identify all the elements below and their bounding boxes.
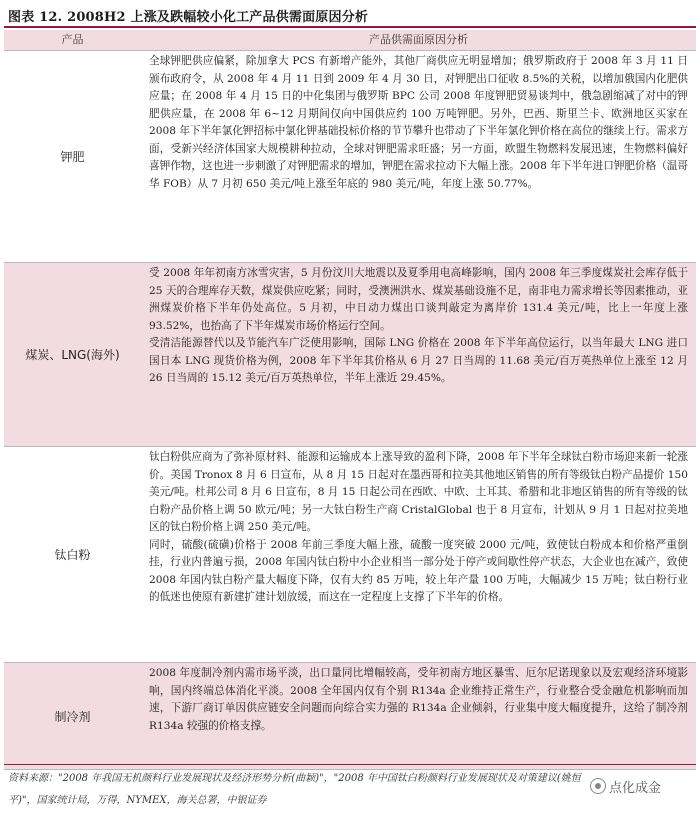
analysis-cell: [141, 51, 696, 262]
product-cell: 煤炭、LNG(海外): [25, 348, 120, 362]
analysis-paragraph: 全球钾肥供应偏紧，除加拿大 PCS 有新增产能外，其他厂商供应无明显增加；俄罗斯政府于 2008 年 3 月 11 日颁布政府令，从 2008 年 4 月 11 日到 2009 年 4 月 30 日，对钾肥出口征收 8.5%的关税，以增加俄国内化肥供应量；在 2008 年 4 月 15 日的中化集团与俄罗斯 BPC 公司 2008 年度钾肥贸易谈判中，俄急剧缩减了对中的钾肥供应量，在 2008 年 6~12 月期间仅向中国供应约 100 万吨钾肥。另外，巴西、斯里兰卡、欧洲地区买家在 2008 年下半年氯化钾招标中氯化钾基础投标价格的节节攀升也带动了下半年氯化钾价格在高位的继续上行。需求方面，受新兴经济体国家大规模耕种拉动，全球对钾肥需求旺盛；另一方面，欧盟生物燃料发展迅速，生物燃料偏好喜钾作物，这也进一步刺激了对钾肥需求的增加，钾肥在需求拉动下大幅上涨。2008 年下半年进口钾肥价格（温哥华 FOB）从 7 月初 650 美元/吨上涨至年底的 980 美元/吨，年度上涨 50.77%。: [149, 55, 688, 190]
table-row: [4, 263, 696, 447]
header-analysis: 产品供需面原因分析: [369, 33, 468, 46]
analysis-paragraph: 受清洁能源替代以及节能汽车广泛使用影响，国际 LNG 价格在 2008 年下半年高位运行，以当年最大 LNG 进口国日本 LNG 现货价格为例，2008 年下半年其价格从 6 月 27 日当周的 11.68 美元/百万英热单位上涨至 12 月 26 日当周的 15.12 美元/百万英热单位，半年上涨近 29.45%。: [149, 337, 688, 385]
analysis-table: [4, 30, 696, 770]
analysis-cell: [141, 447, 696, 662]
product-cell: 钾肥: [60, 150, 85, 164]
source-note: 资料来源："2008 年我国无机颜料行业发展现状及经济形势分析(曲颖)"，"2008 年中国钛白粉颜料行业发展现状及对策建议(姚恒平)"，国家统计局，万得，NYMEX，海关总署，中银证券: [8, 773, 581, 806]
analysis-cell: [141, 663, 696, 769]
table-row: [4, 447, 696, 663]
product-cell: 制冷剂: [54, 709, 91, 724]
analysis-paragraph: 受 2008 年年初南方冰雪灾害，5 月份汶川大地震以及夏季用电高峰影响，国内 2008 年三季度煤炭社会库存低于 25 天的合理库存天数，煤炭供应吃紧；同时，受澳洲洪水、煤炭基础设施不足，南非电力需求增长等因素推动，亚洲煤炭价格下半年仍处高位。5 月初，中日动力煤出口谈判敲定为离岸价 131.4 美元/吨，比上一年度上涨 93.52%，也抬高了下半年煤炭市场价格运行空间。: [149, 267, 688, 332]
title-divider: [4, 26, 696, 28]
product-cell: 钛白粉: [54, 548, 91, 562]
table-row: [4, 663, 696, 770]
analysis-cell: [141, 263, 696, 446]
header-product: 产品: [61, 33, 84, 46]
table-row: [4, 51, 696, 263]
watermark: [590, 775, 661, 797]
analysis-paragraph: 同时，硫酸(硫磺)价格于 2008 年前三季度大幅上涨，硫酸一度突破 2000 元/吨，致使钛白粉成本和价格严重倒挂，行业内普遍亏损，2008 年国内钛白粉中小企业相当一部分处于停产或间歇性停产状态，大企业也在减产，致使 2008 年国内钛白粉产量大幅度下降，仅有大约 85 万吨，较上年产量 100 万吨，大幅减少 15 万吨；钛白粉行业的低迷也使原有新建扩建计划放缓，而这在一定程度上支撑了下半年的价格。: [149, 538, 688, 604]
wechat-circle-icon: [590, 778, 606, 794]
analysis-paragraph: 钛白粉供应商为了弥补原材料、能源和运输成本上涨导致的盈利下降，2008 年下半年全球钛白粉市场迎来新一轮涨价。美国 Tronox 8 月 6 日宣布，从 8 月 15 日起对在墨西哥和拉美其他地区销售的所有等级钛白粉产品提价 150 美元/吨。杜邦公司 8 月 6 日宣布，8 月 15 日起公司在西欧、中欧、土耳其、希腊和北非地区销售的所有等级的钛白粉产品价格上调 50 欧元/吨；另一大钛白粉生产商 CristalGlobal 也于 8 月宣布，计划从 9 月 1 日起对拉美地区的钛白粉价格上调 250 美元/吨。: [149, 451, 688, 534]
bottom-divider: [4, 764, 696, 765]
page-title: 图表 12. 2008H2 上涨及跌幅较小化工产品供需面原因分析: [8, 10, 369, 25]
analysis-paragraph: 2008 年度制冷剂内需市场平淡，出口量同比增幅较高，受年初南方地区暴雪、厄尔尼诺现象以及宏观经济环境影响，国内终端总体消化平淡。2008 全年国内仅有个别 R134a 企业维持正常生产，行业整合受金融危机影响而加速，下游厂商订单因供应链安全问题而向综合实力强的 R134a 企业倾斜，行业集中度大幅度提升，这给了制冷剂 R134a 较强的价格支撑。: [149, 667, 688, 732]
table-header: [4, 30, 696, 51]
watermark-text: 点化成金: [609, 780, 662, 796]
